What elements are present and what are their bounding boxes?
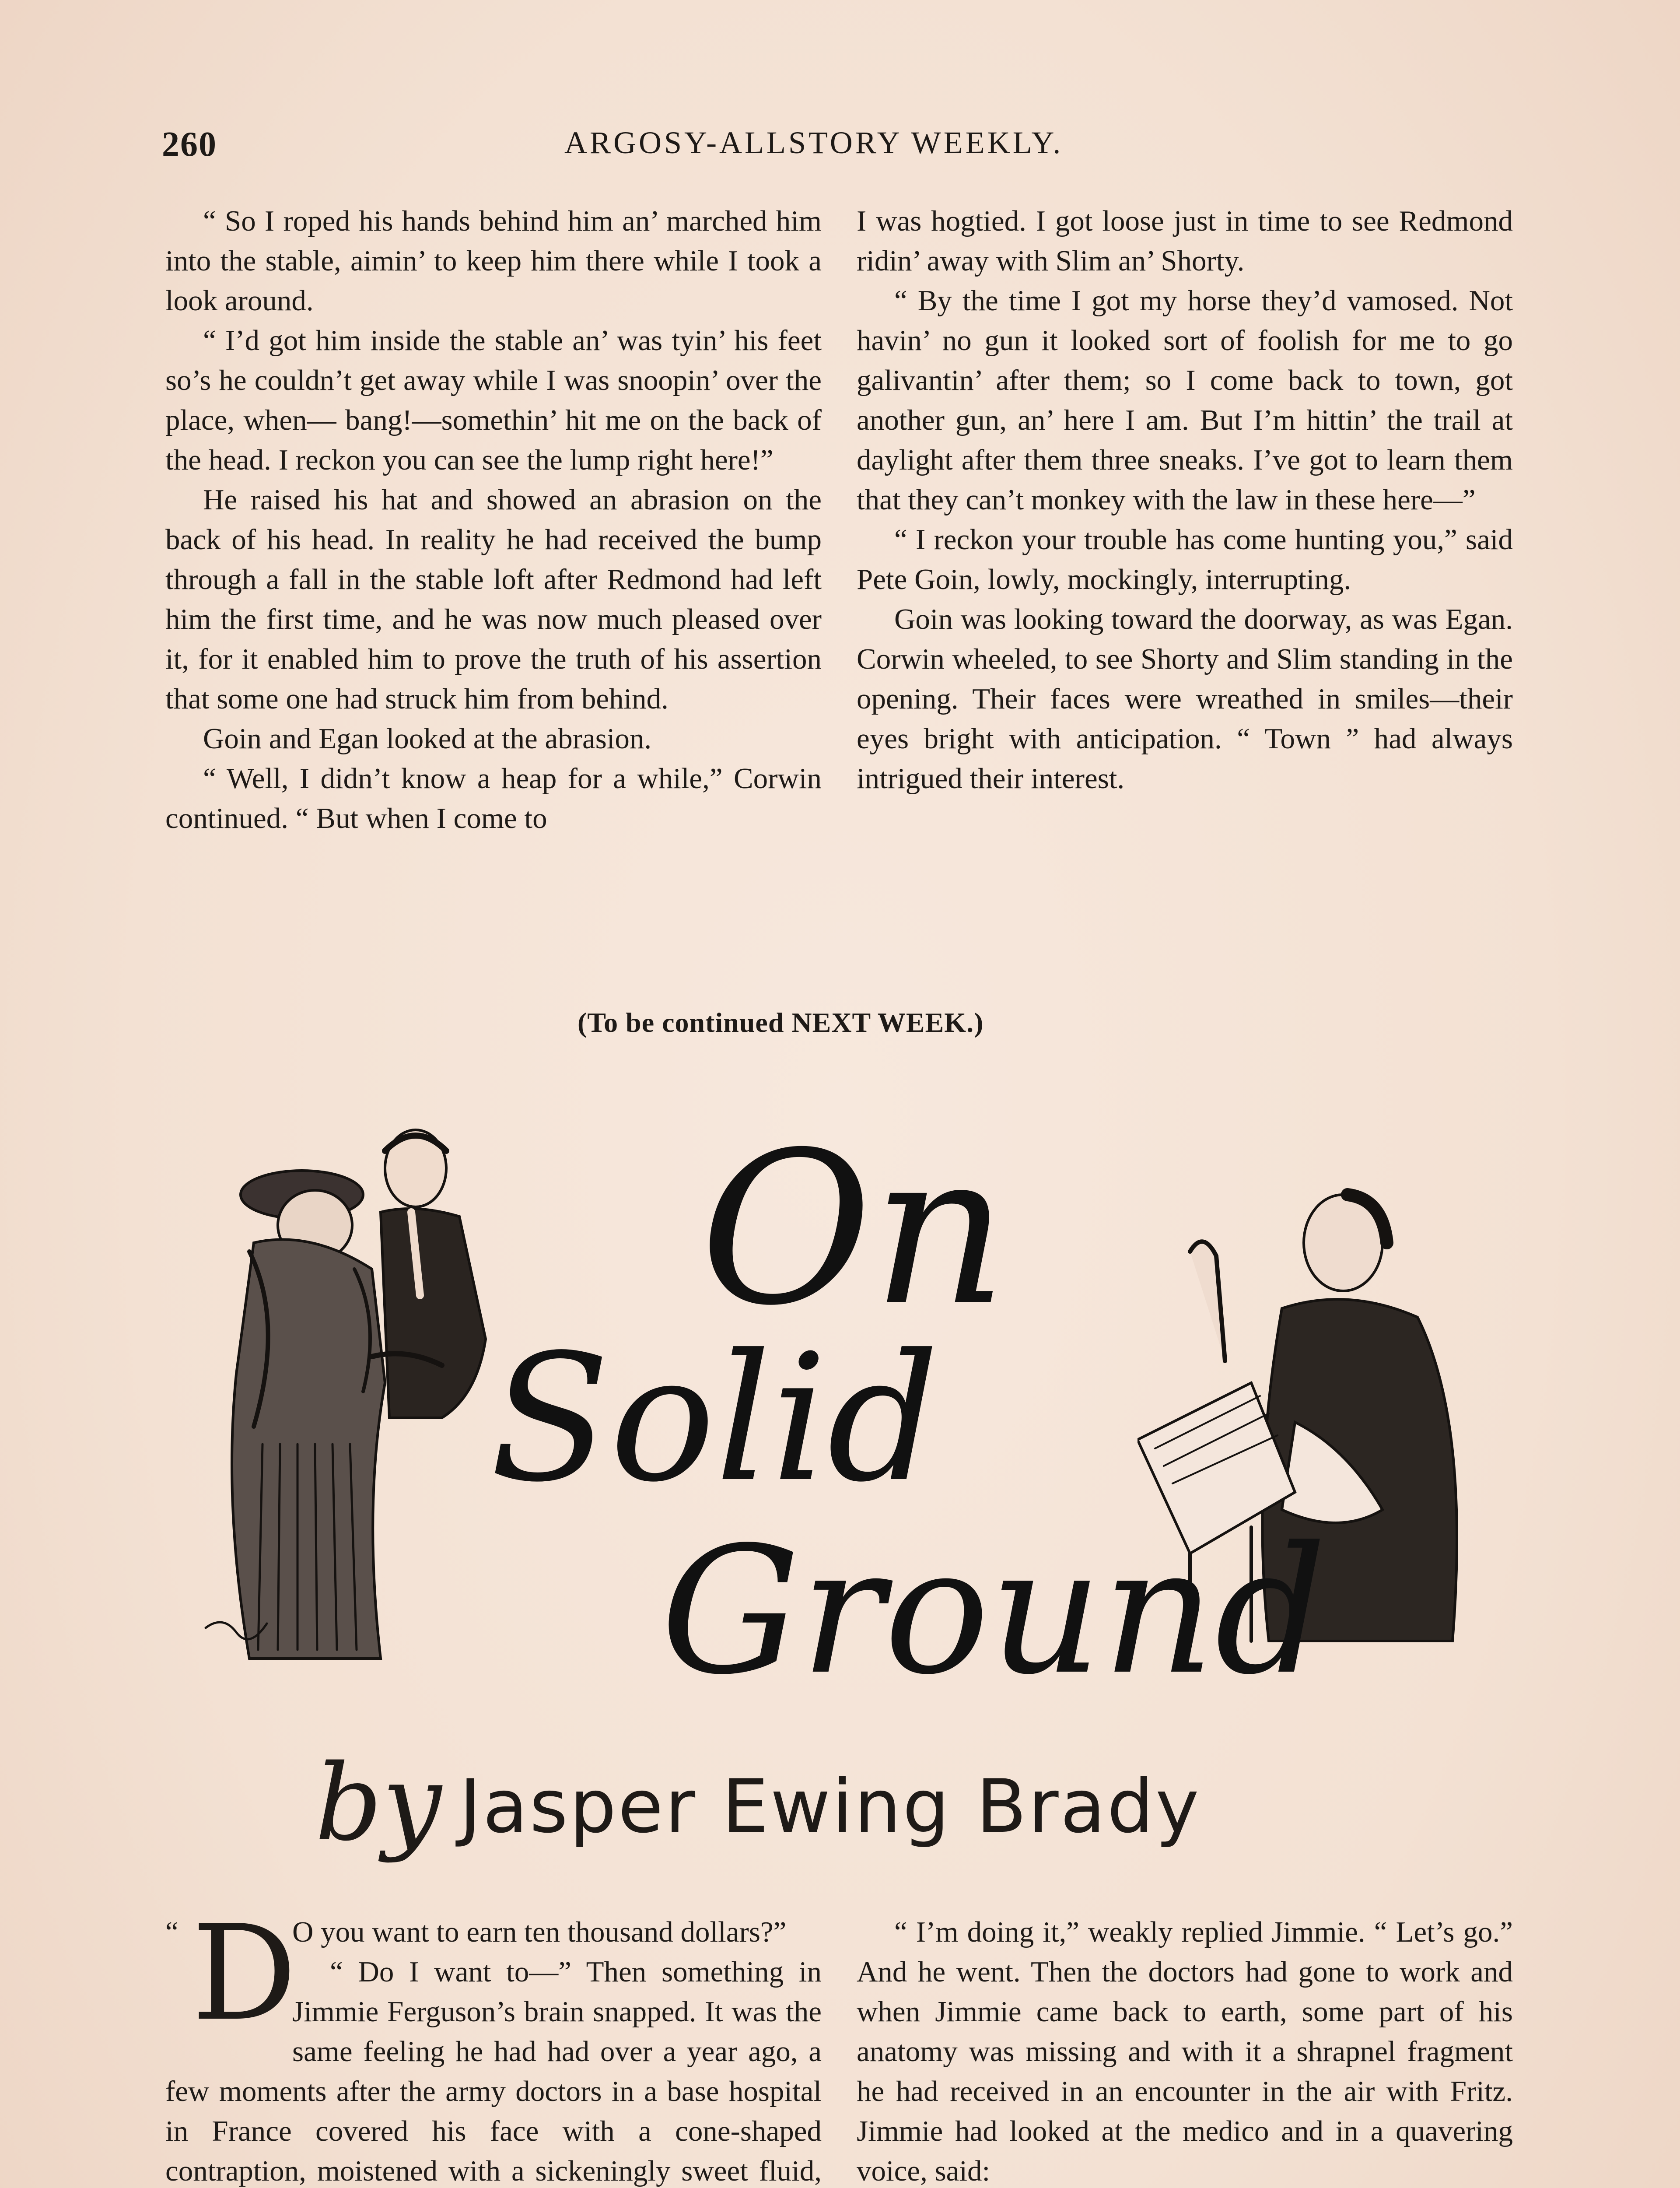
previous-story-left-column (165, 201, 822, 838)
paragraph: “ I’m doing it,” weakly replied Jimmie. “ Let’s go.” And he went. Then the doctors had gone to work and when Jimmie came back to earth, some part of his anatomy was missing and with it a shrapnel fragment he had received in an encounter in the air with Fritz. Jimmie had looked at the medico and in a quavering voice, said: (857, 1916, 1513, 2187)
drop-cap: D (192, 1897, 297, 2050)
paragraph: “ I reckon your trouble has come hunting you,” said Pete Goin, lowly, mockingly, interrupting. (857, 523, 1513, 596)
paragraph: “ I’d got him inside the stable an’ was tyin’ his feet so’s he couldn’t get away while I was snoopin’ over the place, when— bang!—somethin’ hit me on the back of the head. I reckon you can see the lump right here!” (165, 324, 822, 476)
title-word: On (700, 1107, 1008, 1352)
page-header (162, 125, 1518, 177)
paragraph: “ Do I want to—” Then something in Jimmie Ferguson’s brain snapped. It was the same feeling he had had over a year ago, a few moments after the army doctors in a base hospital in France covered his face with a cone-shaped contraption, moistened with a sickeningly sweet fluid, (165, 1956, 822, 2187)
paragraph: “ So I roped his hands behind him an’ marched him into the stable, aimin’ to keep him there while I took a look around. (165, 205, 822, 317)
paragraph: Goin and Egan looked at the abrasion. (203, 722, 652, 755)
paragraph: “ By the time I got my horse they’d vamosed. Not havin’ no gun it looked sort of foolish for me to go galivantin’ after them; so I come back to town, got another gun, an’ here I am. But I’m hittin’ the trail at daylight after them three sneaks. I’ve got to learn them that they can’t monkey with the law in these here—” (857, 284, 1513, 516)
drop-quote: “ (165, 1916, 178, 1948)
drop-cap-block (165, 1897, 297, 2050)
story-title (459, 1094, 1327, 1750)
title-word: Ground (661, 1510, 1327, 1713)
paragraph: He raised his hat and showed an abrasion on the back of his head. In reality he had received the bump through a fall in the stable loft after Redmond had left him the first time, and he was now much pleased over it, for it enabled him to prove the truth of his assertion that some one had struck him from behind. (165, 484, 822, 715)
byline-prefix: by (315, 1742, 442, 1864)
paragraph: I was hogtied. I got loose just in time to see Redmond ridin’ away with Slim an’ Shorty. (857, 205, 1513, 277)
title-word: Solid (490, 1317, 939, 1521)
previous-story-right-column (857, 201, 1513, 799)
running-head: ARGOSY-ALLSTORY WEEKLY. (564, 125, 1064, 160)
paragraph: “ Well, I didn’t know a heap for a while,” Corwin continued. “ But when I come to (165, 762, 822, 835)
story-right-column (857, 1912, 1513, 2188)
page-number: 260 (162, 125, 217, 164)
story-left-column (165, 1897, 822, 2188)
author-name: Jasper Ewing Brady (459, 1764, 1201, 1849)
continued-note: (To be continued NEXT WEEK.) (578, 1007, 984, 1038)
paragraph: Goin was looking toward the doorway, as was Egan. Corwin wheeled, to see Shorty and Slim standing in the opening. Their faces were wreathed in smiles—their eyes bright with anticipation. “ Town ” had always intrigued their interest. (857, 603, 1513, 795)
paragraph: O you want to earn ten thousand dollars?” (292, 1916, 787, 1948)
